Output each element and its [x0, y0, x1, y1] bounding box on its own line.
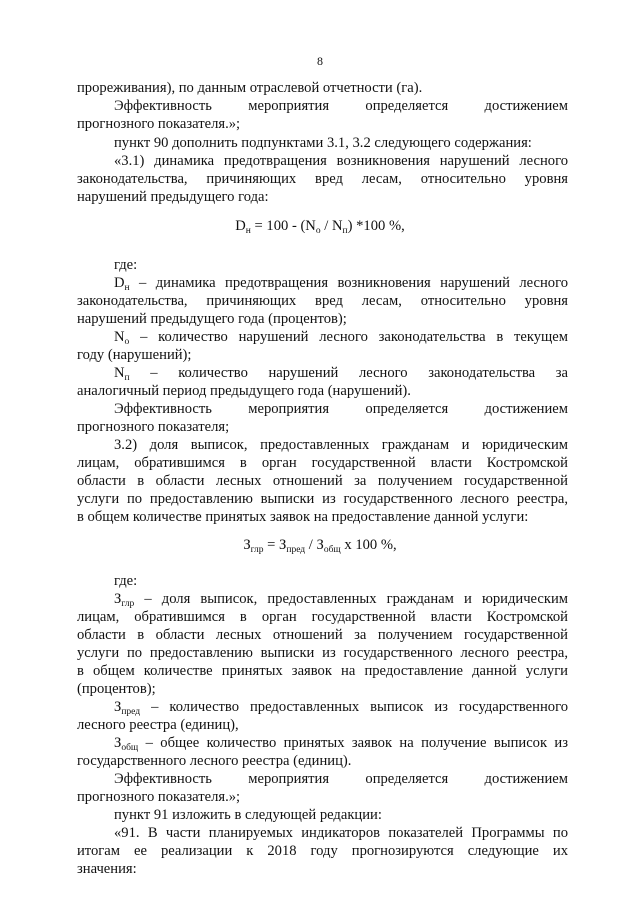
formula-dynamics: $D_н = 100 - (N_о / N_п)$ *100 %,	[235, 218, 405, 236]
text-line: Эффективность мероприятия определяется достижением	[114, 771, 568, 787]
definition-np: $N_п$ – количество нарушений лесного законодательства за	[114, 365, 569, 383]
text-line: законодательства, причиняющих вред лесам, относительно уровня	[77, 293, 568, 309]
text-line: 3.2) доля выписок, предоставленных гражданам и юридическим	[114, 437, 568, 453]
text-line: пункт 91 изложить в следующей редакции:	[114, 807, 382, 823]
text-line: нарушений предыдущего года:	[77, 189, 269, 205]
definition-no: $N_о$ – количество нарушений лесного законодательства в текущем	[114, 329, 569, 347]
text-line: году (нарушений);	[77, 347, 192, 363]
text-line: услуги по предоставлению выписки из государственного лесного реестра,	[77, 491, 568, 507]
text-line: «3.1) динамика предотвращения возникновения нарушений лесного	[114, 153, 568, 169]
text-line: лицам, обратившимся в орган государственной власти Костромской	[77, 455, 568, 471]
text-line: в общем количестве принятых заявок на предоставление данной услуги	[77, 663, 568, 679]
text-line: области в области лесных отношений за получением государственной	[77, 627, 568, 643]
text-line: нарушений предыдущего года (процентов);	[77, 311, 347, 327]
text-line: государственного лесного реестра (единиц).	[77, 753, 352, 769]
text-line: лицам, обратившимся в орган государственной власти Костромской	[77, 609, 568, 625]
text-line: аналогичный период предыдущего года (нарушений).	[77, 383, 411, 399]
text-line: итогам ее реализации к 2018 году прогнозируются следующие их	[77, 843, 568, 859]
formula-share: $З_{глр} = З_{пред} / З_{общ}$ х 100 %,	[243, 537, 397, 555]
text-line: прогнозного показателя.»;	[77, 789, 241, 805]
text-line: пункт 90 дополнить подпунктами 3.1, 3.2 следующего содержания:	[114, 135, 532, 151]
definition-zobsh: $З_{общ}$ – общее количество принятых заявок на получение выписок из	[114, 735, 569, 753]
text-line: прогнозного показателя.»;	[77, 116, 241, 132]
text-line: где:	[114, 257, 138, 273]
text-line: где:	[114, 573, 138, 589]
definition-dn: $D_н$ – динамика предотвращения возникновения нарушений лесного	[114, 275, 568, 293]
text-line: Эффективность мероприятия определяется достижением	[114, 401, 568, 417]
page-number: 8	[317, 54, 323, 68]
definition-zpred: $З_{пред}$ – количество предоставленных выписок из государственного	[114, 699, 568, 717]
text-line: Эффективность мероприятия определяется достижением	[114, 98, 568, 114]
text-line: (процентов);	[77, 681, 156, 697]
text-line: области в области лесных отношений за получением государственной	[77, 473, 568, 489]
text-line: в общем количестве принятых заявок на предоставление данной услуги:	[77, 509, 529, 525]
text-line: услуги по предоставлению выписки из государственного лесного реестра,	[77, 645, 568, 661]
text-line: значения:	[77, 861, 137, 877]
text-line: прореживания), по данным отраслевой отчетности (га).	[77, 80, 423, 96]
text-line: лесного реестра (единиц),	[77, 717, 239, 733]
text-line: прогнозного показателя;	[77, 419, 230, 435]
definition-zglr: $З_{глр}$ – доля выписок, предоставленных гражданам и юридическим	[114, 591, 569, 609]
text-line: «91. В части планируемых индикаторов показателей Программы по	[114, 825, 568, 841]
text-line: законодательства, причиняющих вред лесам, относительно уровня	[77, 171, 568, 187]
